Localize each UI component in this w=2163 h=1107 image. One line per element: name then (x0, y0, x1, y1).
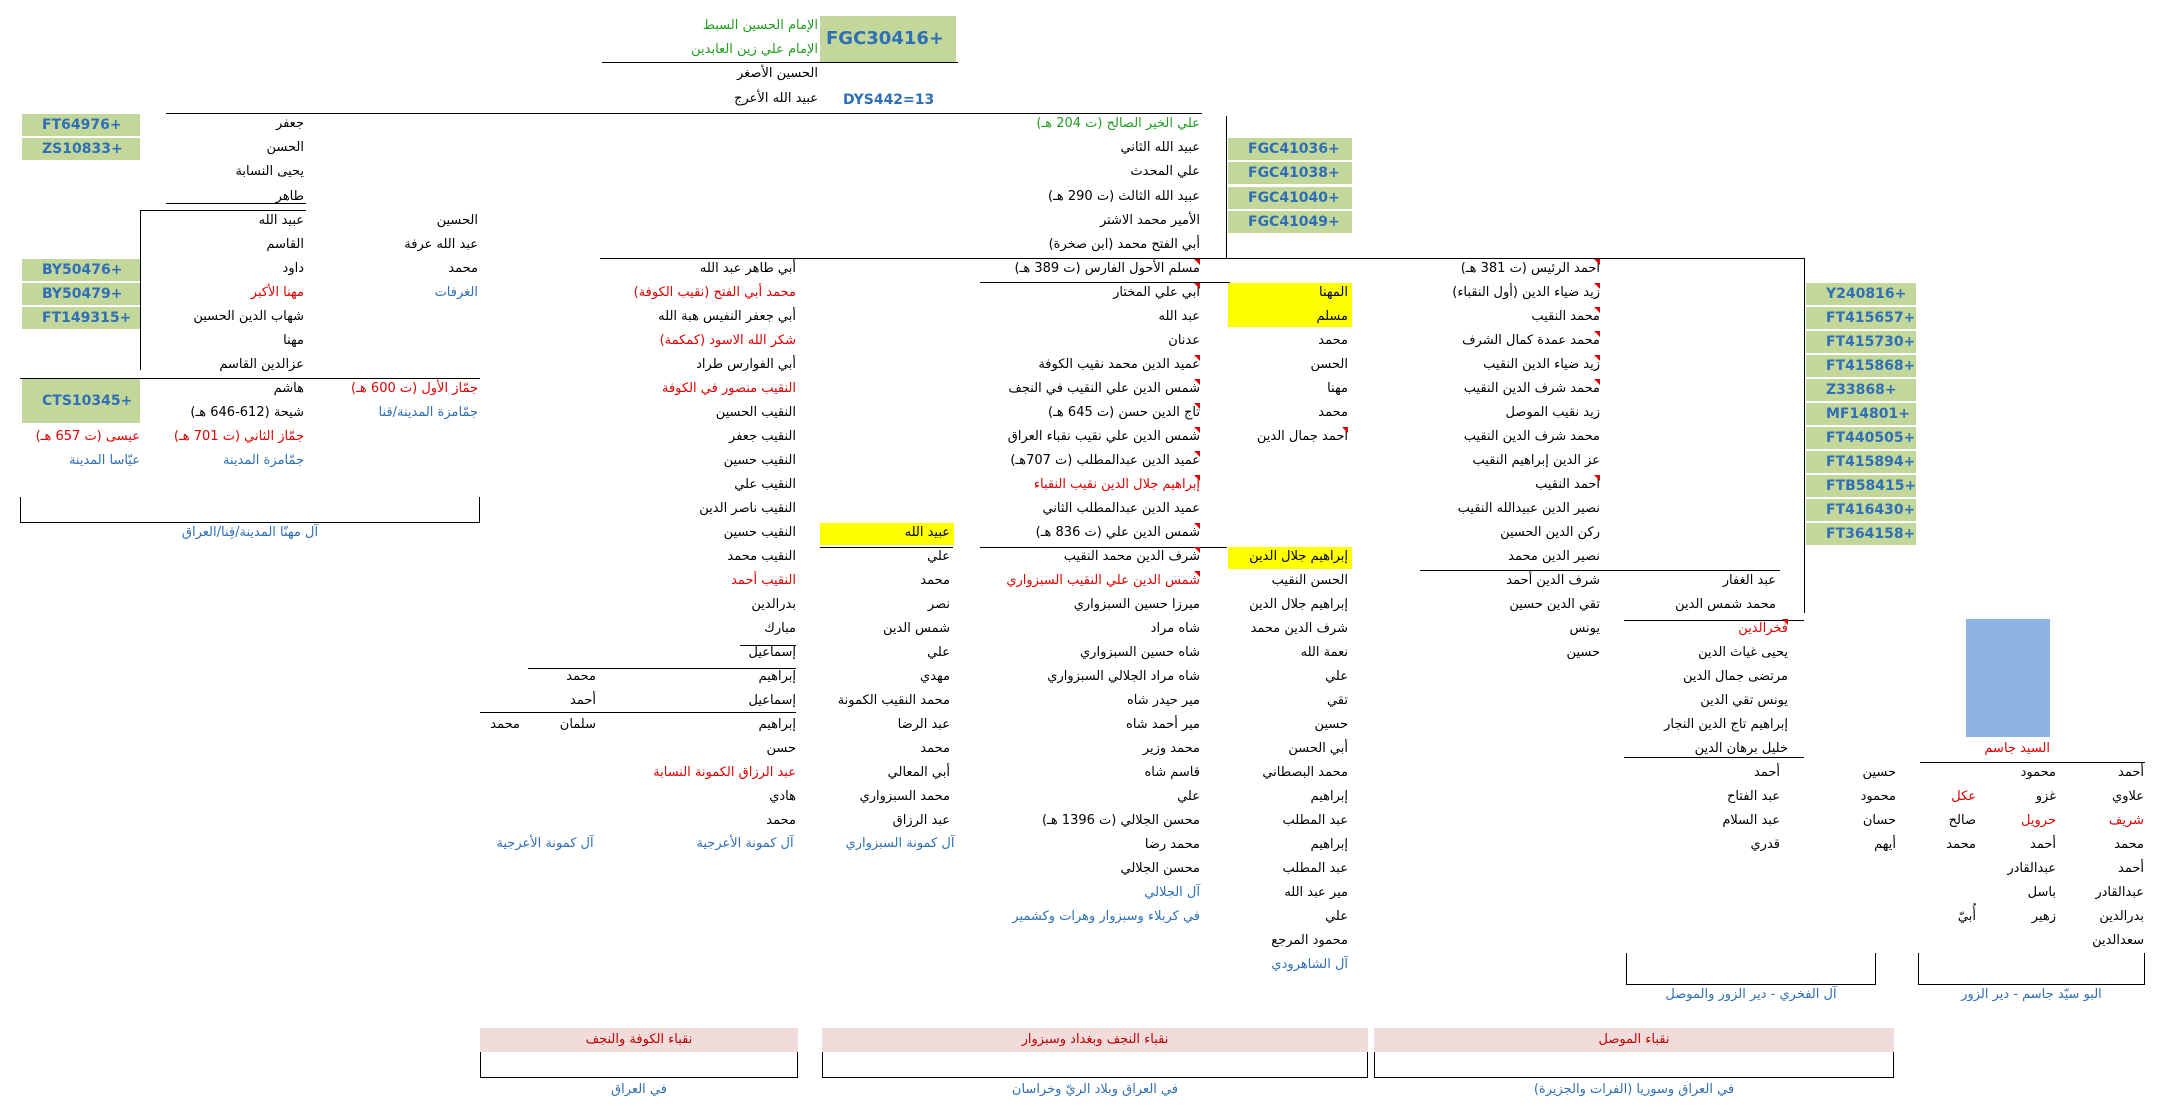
ibrahim-mh: إبراهيم (1310, 789, 1348, 804)
ibrahim-jalal-2: إبراهيم جلال الدين (1249, 597, 1348, 612)
j-c2-6: زهير (2031, 909, 2056, 924)
ibrahim-jalal-1: إبراهيم جلال الدين (1249, 549, 1348, 564)
abdulmuttalib-mh: عبد المطلب (1282, 813, 1348, 828)
isa: عيسى (ت 657 هـ) (35, 429, 140, 444)
ibrahim: إبراهيم (758, 669, 796, 684)
yahya-ghiyath: يحيى غياث الدين (1698, 645, 1788, 660)
muhammad-shams: محمد شمس الدين (1675, 597, 1776, 612)
sayyid-jasim: السيد جاسم (1984, 741, 2050, 756)
muhammad-s: محمد (920, 573, 950, 588)
yunus: يونس (1569, 621, 1600, 636)
haplogroup-z33868: Z33868+ (1806, 379, 1916, 401)
shah-murad: شاه مراد (1150, 621, 1200, 636)
note-marker (1194, 427, 1200, 433)
hashim: هاشم (273, 381, 304, 396)
note-marker (1194, 403, 1200, 409)
tahir: طاهر (275, 189, 304, 204)
j-c2-1: غزو (2035, 789, 2056, 804)
j-c1-6: بدرالدين (2099, 909, 2144, 924)
muhsin-jalali-1396: محسن الجلالي (ت 1396 هـ) (1041, 813, 1200, 828)
yahya-nassaba: يحيى النسابة (235, 164, 304, 179)
muhammad-rida: محمد رضا (1144, 837, 1200, 852)
ubaydullah-araj: عبيد الله الأعرج (734, 91, 818, 106)
west-footer: آل مهنّا المدينة/قِنا/العراق (181, 525, 319, 540)
naqib-muhammad: النقيب محمد (727, 549, 796, 564)
mahdi: مهدي (920, 669, 950, 684)
haplogroup-fgc41036: FGC41036+ (1228, 138, 1352, 160)
jammaz-1: جمّاز الأول (ت 600 هـ) (351, 381, 478, 396)
note-marker (1594, 331, 1600, 337)
abul-hasan: أبي الحسن (1288, 741, 1348, 756)
banner-kufa-najaf: نقباء الكوفة والنجف (480, 1028, 798, 1052)
j-c1-2: شريف (2108, 813, 2144, 828)
mubarak: مبارك (764, 621, 796, 636)
izz-qasim: عزالدين القاسم (219, 357, 304, 372)
j-c2-0: محمود (2020, 765, 2056, 780)
hasan-k: حسن (766, 741, 796, 756)
salman: سلمان (559, 717, 596, 732)
note-marker (1194, 547, 1200, 553)
naqib-mansur: النقيب منصور في الكوفة (661, 381, 796, 396)
abu-ali-mukhtar: أبي علي المختار (1113, 285, 1200, 300)
abdul-razzaq-kammuna: عبد الرزاق الكمونة النسابة (653, 765, 796, 780)
note-marker (1594, 379, 1600, 385)
note-marker (1194, 283, 1200, 289)
jasim-footer: البو سيّد جاسم - دير الزور (1961, 987, 2102, 1002)
hussein-asghar: الحسين الأصغر (736, 66, 818, 81)
hussein-w: الحسين (436, 213, 478, 228)
muhammad-abu-fath: محمد أبي الفتح (نقيب الكوفة) (633, 285, 796, 300)
footer-iraq: في العراق (611, 1082, 667, 1097)
naqib-nasir: النقيب ناصر الدين (699, 501, 796, 516)
amid-muhammad: عميد الدين محمد نقيب الكوفة (1038, 357, 1200, 372)
note-marker (1782, 619, 1788, 625)
note-marker (1594, 259, 1600, 265)
amid-abdulmuttalib: عميد الدين عبدالمطلب (ت 707هـ) (1010, 453, 1200, 468)
ghurfat: الغرفات (434, 285, 478, 300)
haplogroup-ft415730: FT415730+ (1806, 331, 1916, 353)
j-c3-2: محمد (1946, 837, 1976, 852)
muhammad-naqib-ms: محمد النقيب (1531, 309, 1600, 324)
abdul-ghaffar: عبد الغفار (1722, 573, 1776, 588)
badruddin: بدرالدين (751, 597, 796, 612)
khalil-burhan: خليل برهان الدين (1694, 741, 1788, 756)
haplogroup-zs10833: ZS10833+ (22, 138, 140, 160)
shams-ali-iraq: شمس الدين علي نقيب نقباء العراق (1007, 429, 1200, 444)
imam-hussein: الإمام الحسين السبط (702, 18, 818, 33)
muhammad-bastani: محمد البصطاني (1262, 765, 1348, 780)
murtada-jamal: مرتضى جمال الدين (1683, 669, 1788, 684)
west-bracket (20, 497, 480, 523)
rukn-hussein: ركن الدين الحسين (1500, 525, 1600, 540)
abdul-salam: عبد السلام (1722, 813, 1780, 828)
hussein-ms: حسين (1566, 645, 1600, 660)
muhanna-w: مهنا (283, 333, 304, 348)
nasir-ubaydullah: نصير الدين عبيدالله النقيب (1457, 501, 1600, 516)
hasan-mh: الحسن (1310, 357, 1348, 372)
haplogroup-top: FGC30416+ (820, 16, 956, 62)
qasim-w: القاسم (266, 237, 304, 252)
haplogroup-ft149315: FT149315+ (22, 307, 140, 329)
haplogroup-fgc41049: FGC41049+ (1228, 211, 1352, 233)
muhammad-sabzawari: محمد السبزواري (859, 789, 950, 804)
haplogroup-ft415868: FT415868+ (1806, 355, 1916, 377)
j-c1-0: أحمد (2118, 765, 2144, 780)
note-marker (1194, 379, 1200, 385)
jammaz-2: جمّاز الثاني (ت 701 هـ) (173, 429, 304, 444)
taj-hasan: تاج الدين حسن (ت 645 هـ) (1048, 405, 1200, 420)
jalali-footer: آل الجلالي (1144, 885, 1200, 900)
j-c1-4: أحمد (2118, 861, 2144, 876)
ahmad-rais: أحمد الرئيس (ت 381 هـ) (1460, 261, 1600, 276)
note-marker (1594, 355, 1600, 361)
hussein-d: حسين (1862, 765, 1896, 780)
ubaydullah-w: عبيد الله (258, 213, 304, 228)
haplogroup-ft440505: FT440505+ (1806, 427, 1916, 449)
haplogroup-fgc41040: FGC41040+ (1228, 187, 1352, 209)
haplogroup-cts10345: CTS10345+ (22, 379, 140, 423)
shams-ali-najaf: شمس الدين علي النقيب في النجف (1008, 381, 1200, 396)
muhammad-mh: محمد (1318, 333, 1348, 348)
shams-ali-sabzawari: شمس الدين علي النقيب السبزواري (1006, 573, 1200, 588)
muslim-b: مسلم (1316, 309, 1348, 324)
ibrahim-jalal-naqib: إبراهيم جلال الدين نقيب النقباء (1033, 477, 1200, 492)
jasim-bracket (1918, 953, 2145, 985)
muslim-ahwal: مسلم الأحول الفارس (ت 389 هـ) (1014, 261, 1200, 276)
footer-bracket-2 (822, 1052, 1368, 1078)
ali-mh2: علي (1325, 909, 1348, 924)
shams-ali-836: شمس الدين علي (ت 836 هـ) (1035, 525, 1200, 540)
mir-abdullah: مير عبد الله (1284, 885, 1348, 900)
haplogroup-y240816: Y240816+ (1806, 283, 1916, 305)
sharaf-muhammad-mh: شرف الدين محمد (1250, 621, 1348, 636)
abu-fath-muhammad: أبي الفتح محمد (ابن صخرة) (1048, 237, 1200, 252)
note-marker (1194, 475, 1200, 481)
ubaydullah-2: عبيد الله الثاني (1120, 140, 1200, 155)
j-c2-2: حرويل (2021, 813, 2056, 828)
imam-ali-zayn: الإمام علي زين العابدين (691, 42, 818, 57)
muhammad-sharaf-1: محمد شرف الدين النقيب (1463, 381, 1600, 396)
abdulmuttalib-mh2: عبد المطلب (1282, 861, 1348, 876)
izz-ibrahim: عز الدين إبراهيم النقيب (1472, 453, 1600, 468)
abdul-fattah: عبد الفتاح (1726, 789, 1780, 804)
j-c1-5: عبدالقادر (2095, 885, 2144, 900)
dawud: داود (282, 261, 304, 276)
fakhruddin: فخرالدين (1738, 621, 1788, 636)
fakhri-footer: آل الفخري - دير الزور والموصل (1665, 987, 1837, 1002)
naqib-ali: النقيب علي (734, 477, 796, 492)
muhammad-sharaf-2: محمد شرف الدين النقيب (1463, 429, 1600, 444)
abdul-rida: عبد الرضا (897, 717, 950, 732)
muhammad-b: محمد (566, 669, 596, 684)
mahmud-d: محمود (1860, 789, 1896, 804)
haplogroup-mf14801: MF14801+ (1806, 403, 1916, 425)
ahmad-d: أحمد (1754, 765, 1780, 780)
hussein-mh: حسين (1314, 717, 1348, 732)
j-c2-5: باسل (2027, 885, 2056, 900)
al-muhanna: المهنا (1319, 285, 1348, 300)
note-marker (1194, 259, 1200, 265)
ali-m: علي (1177, 789, 1200, 804)
note-marker (1194, 523, 1200, 529)
ahmad-b: أحمد (570, 693, 596, 708)
qadri: قدري (1750, 837, 1780, 852)
haplogroup-fgc41038: FGC41038+ (1228, 162, 1352, 184)
adnan: عدنان (1168, 333, 1200, 348)
abu-maali: أبي المعالي (887, 765, 950, 780)
taqi: تقي (1326, 693, 1348, 708)
note-marker (1194, 451, 1200, 457)
zayd-awwal: زيد ضياء الدين (أول النقباء) (1452, 285, 1600, 300)
sharaf-muhammad: شرف الدين محمد النقيب (1063, 549, 1200, 564)
kammuna-footer-2: آل كمونة الأعرجية (696, 836, 794, 851)
note-marker (1194, 571, 1200, 577)
ismail-2: إسماعيل (748, 693, 796, 708)
abu-fawaris: أبي الفوارس طراد (696, 357, 796, 372)
ali-s: علي (927, 549, 950, 564)
haplogroup-ft416430: FT416430+ (1806, 499, 1916, 521)
muhammad-wazir: محمد وزير (1142, 741, 1200, 756)
qasim-shah: قاسم شاه (1144, 765, 1200, 780)
nasr: نصر (927, 597, 950, 612)
muhanna-akbar: مهنا الأكبر (250, 285, 304, 300)
hadi: هادي (769, 789, 796, 804)
footer-bracket-3 (1374, 1052, 1894, 1078)
amid-abdulmuttalib-2: عميد الدين عبدالمطلب الثاني (1042, 501, 1200, 516)
note-marker (1194, 355, 1200, 361)
jafar: جعفر (275, 116, 304, 131)
ibrahim-mh2: إبراهيم (1310, 837, 1348, 852)
footer-iraq-rayy: في العراق وبلاد الريّ وخراسان (1011, 1082, 1179, 1097)
muhanna-mh: مهنا (1327, 381, 1348, 396)
dys-value: DYS442=13 (843, 92, 935, 108)
muhammad-umda: محمد عمدة كمال الشرف (1462, 333, 1600, 348)
jamamiza-madina: جمّامزة المدينة (222, 453, 304, 468)
kammuna-footer-1: آل كمونة الأعرجية (496, 836, 594, 851)
ali-mh: علي (1325, 669, 1348, 684)
muhammad-s2: محمد (920, 741, 950, 756)
j-c1-3: محمد (2114, 837, 2144, 852)
haplogroup-by50476: BY50476+ (22, 259, 140, 281)
jasim-blue-box (1966, 619, 2050, 737)
muhammad-k: محمد (766, 813, 796, 828)
abdullah-m: عبد الله (1158, 309, 1200, 324)
nimatullah: نعمة الله (1300, 645, 1348, 660)
haplogroup-ftb58415: FTB58415+ (1806, 475, 1916, 497)
abu-tahir: أبي طاهر عبد الله (699, 261, 796, 276)
note-marker (1594, 475, 1600, 481)
taqi-hussein: تقي الدين حسين (1509, 597, 1600, 612)
abdul-razzaq-s: عبد الرزاق (892, 813, 950, 828)
haplogroup-by50479: BY50479+ (22, 283, 140, 305)
haplogroup-ft364158: FT364158+ (1806, 523, 1916, 545)
j-c2-4: عبدالقادر (2007, 861, 2056, 876)
nasir-muhammad: نصير الدين محمد (1508, 549, 1600, 564)
shiha: شيحة (612-646 هـ) (190, 405, 304, 420)
jamamiza-madina-qina: جمّامزة المدينة/قنا (378, 405, 478, 420)
sabzawari-footer: آل كمونة السبزواري (845, 836, 955, 851)
ibrahim-taj-najjar: إبراهيم تاج الدين النجار (1664, 717, 1788, 732)
j-c3-0: عكل (1951, 789, 1976, 804)
zayd-mosul: زيد نقيب الموصل (1505, 405, 1600, 420)
ahmad-jamal: أحمد جمال الدين (1256, 429, 1348, 444)
muhammad-mh2: محمد (1318, 405, 1348, 420)
hasan: الحسن (266, 140, 304, 155)
j-c2-3: أحمد (2030, 837, 2056, 852)
shahroudi-footer: آل الشاهرودي (1271, 957, 1348, 972)
naqib-hussein: النقيب الحسين (715, 405, 796, 420)
shihab-hussein: شهاب الدين الحسين (193, 309, 304, 324)
ibrahim-2: إبراهيم (758, 717, 796, 732)
naqib-hussein-2: النقيب حسين (723, 453, 796, 468)
muhammad-w: محمد (448, 261, 478, 276)
ali-khayr: علي الخير الصالح (ت 204 هـ) (1036, 116, 1200, 131)
ali-s2: علي (927, 645, 950, 660)
hasan-naqib: الحسن النقيب (1271, 573, 1348, 588)
mir-ahmad: مير أحمد شاه (1126, 717, 1200, 732)
note-marker (1594, 307, 1600, 313)
haplogroup-ft415894: FT415894+ (1806, 451, 1916, 473)
ayyasa-madina: عيّاسا المدينة (68, 453, 140, 468)
footer-iraq-syria: في العراق وسوريا (الفرات والجزيرة) (1533, 1082, 1735, 1097)
haplogroup-ft64976: FT64976+ (22, 114, 140, 136)
naqib-hussein-3: النقيب حسين (723, 525, 796, 540)
naqib-ahmad: النقيب أحمد (731, 573, 796, 588)
ali-muhaddith: علي المحدث (1130, 164, 1200, 179)
sharaf-ahmad: شرف الدين أحمد (1506, 573, 1600, 588)
abdullah-arafa: عبد الله عرفة (404, 237, 478, 252)
muhsin-jalali: محسن الجلالي (1120, 861, 1200, 876)
mir-haydar: مير حيدر شاه (1126, 693, 1200, 708)
j-c1-7: سعدالدين (2092, 933, 2144, 948)
ubaydullah-3: عبيد الله الثالث (ت 290 هـ) (1048, 189, 1200, 204)
shah-hussein: شاه حسين السبزواري (1080, 645, 1200, 660)
ahmad-naqib: أحمد النقيب (1535, 477, 1600, 492)
shamsuddin-s: شمس الدين (882, 621, 950, 636)
naqib-jafar: النقيب جعفر (729, 429, 796, 444)
ayham: أيهم (1874, 837, 1896, 852)
shah-murad-jalali: شاه مراد الجلالي السبزواري (1047, 669, 1200, 684)
muhammad-naqib-kammuna: محمد النقيب الكمونة (837, 693, 950, 708)
muhammad-b2: محمد (490, 717, 520, 732)
ubaydullah-s: عبيد الله (904, 525, 950, 540)
yunus-taqi: يونس تقي الدين (1700, 693, 1788, 708)
mirza-hussein: ميرزا حسين السبزواري (1073, 597, 1200, 612)
haplogroup-ft415657: FT415657+ (1806, 307, 1916, 329)
mahmud-marja: محمود المرجع (1271, 933, 1348, 948)
shukrullah: شكر الله الاسود (كمكمة) (659, 333, 796, 348)
hassan-d: حسان (1862, 813, 1896, 828)
j-c3-1: صالح (1948, 813, 1976, 828)
banner-mosul: نقباء الموصل (1374, 1028, 1894, 1052)
note-marker (1342, 427, 1348, 433)
amir-muhammad: الأمير محمد الاشتر (1099, 213, 1200, 228)
ismail: إسماعيل (748, 645, 796, 660)
mosul-bracket (1626, 953, 1876, 985)
j-c1-1: علاوي (2112, 789, 2144, 804)
abu-jafar-nafis: أبي جعفر النفيس هبة الله (658, 309, 796, 324)
footer-bracket-1 (480, 1052, 798, 1078)
note-marker (1594, 283, 1600, 289)
zayd-naqib: زيد ضياء الدين النقيب (1483, 357, 1600, 372)
banner-najaf-baghdad: نقباء النجف وبغداد وسبزوار (822, 1028, 1368, 1052)
j-c3-3: أُبيّ (1957, 909, 1976, 924)
jalali-places: في كربلاء وسبزوار وهرات وكشمير (1012, 909, 1200, 924)
